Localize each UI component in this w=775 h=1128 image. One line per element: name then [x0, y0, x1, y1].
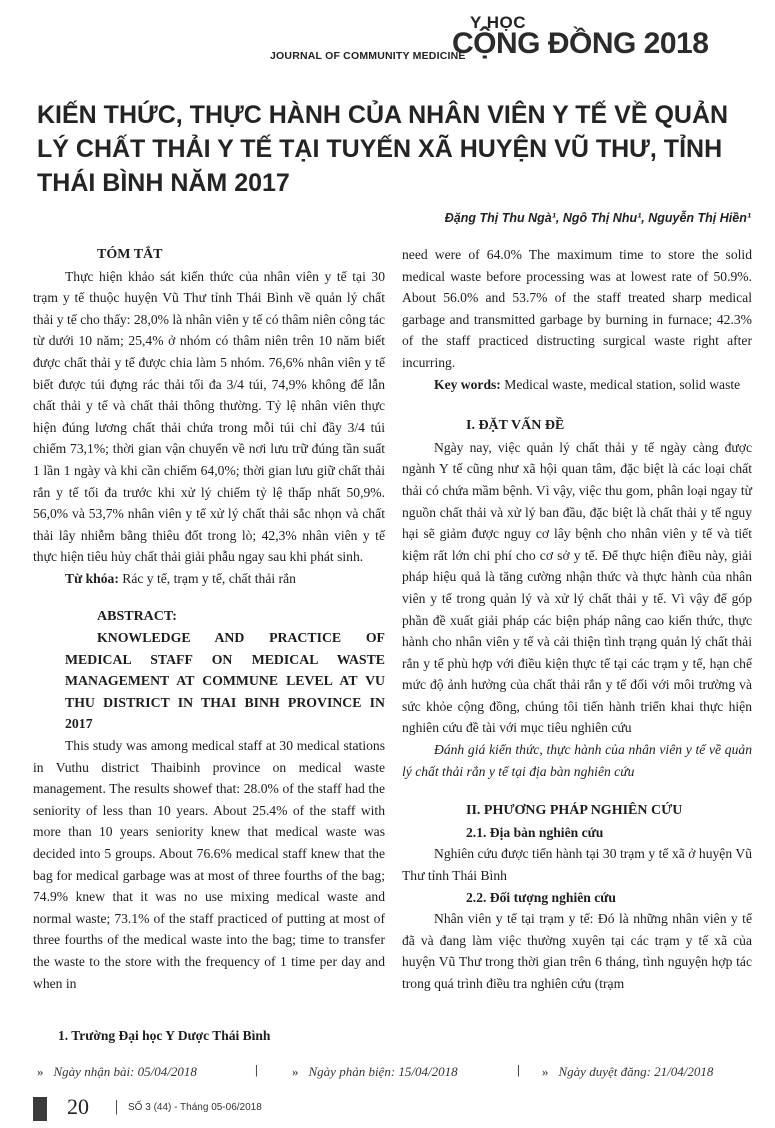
abstract-heading: ABSTRACT:	[97, 608, 177, 624]
subsection-2-1-heading: 2.1. Địa bàn nghiên cứu	[466, 824, 604, 840]
date-review: » Ngày phản biện: 15/04/2018	[292, 1064, 458, 1079]
footer-separator: |	[115, 1098, 119, 1115]
section-1-text: Ngày nay, việc quản lý chất thải y tế ngày càng được ngành Y tế cũng như xã hội quan tâm, đặc biệt là các loại chất thải có chứa mầm bệnh. Vì vậy, việc thu gom, phân loại ngay từ nguồn chất thải và xử lý ban đầu, đặc biệt là chất thải y tế nguy hại sẽ giảm được nguy cơ lây bệnh cho nhân viên y tế và tiết kiệm rất lớn chi phí cho cơ sở y tế. Để thực hiện điều này, giải pháp hiệu quả là tăng cường nhận thức và thực hành của nhân viên y tế trong quản lý và xử lý chất thải y tế. Vì vậy để góp phần đề xuất giải pháp các biện pháp nâng cao kiến thức, thực hành cho nhân viên y tế và cải thiện tình trạng quản lý chất thải rắn y tế phù hợp với điều kiện thực tế tại các trạm y tế, hạn chế mức độ ảnh hưởng của chất thải rắn y tế đối với môi trường và sức khỏe cộng đồng, chúng tôi tiến hành triển khai thực hiện nghiên cứu đề tài với mục tiêu nghiên cứu	[402, 439, 752, 736]
keywords-vi-label: Từ khóa:	[65, 570, 119, 586]
keywords-en	[402, 374, 752, 396]
keywords-vi	[33, 568, 385, 590]
section-1-objective: Đánh giá kiến thức, thực hành của nhân viên y tế về quản lý chất thải rắn y tế tại địa bàn nghiên cứu	[402, 742, 752, 779]
article-authors: Đặng Thị Thu Ngà¹, Ngô Thị Nhu¹, Nguyễn Thị Hiền¹	[444, 211, 751, 225]
double-chevron-icon: »	[292, 1064, 299, 1079]
subsection-2-2-heading: 2.2. Đối tượng nghiên cứu	[466, 889, 616, 905]
date-accepted: » Ngày duyệt đăng: 21/04/2018	[542, 1064, 714, 1079]
keywords-vi-text: Rác y tế, trạm y tế, chất thải rắn	[118, 570, 296, 586]
date-received: » Ngày nhận bài: 05/04/2018	[37, 1064, 197, 1079]
abstract-text: This study was among medical staff at 30 medical stations in Vuthu district Thaibinh province on medical waste management. The results showef that: 28.0% of the staff had the seniority of less than 10 years. About 25.4% of the staff with more than 10 years seniority knew that medical waste was decided into 5 groups. About 76.6% medical staff knew that the bag for medical garbage was at most of three fourths of the bag; 74.9% knew that it was no use mixing medical waste and normal waste; 73.1% of the staff practiced of putting at most of three fourths of the medical waste into the bag; time to transfer the waste to the store with the frequency of 1 time per day and when in	[33, 738, 385, 991]
issue-info: SỐ 3 (44) - Tháng 05-06/2018	[128, 1102, 262, 1113]
double-chevron-icon: »	[37, 1064, 44, 1079]
author-affiliation: 1. Trường Đại học Y Dược Thái Bình	[58, 1028, 271, 1043]
subsection-2-1-text: Nghiên cứu được tiến hành tại 30 trạm y tế xã ở huyện Vũ Thư tỉnh Thái Bình	[402, 846, 752, 884]
keywords-en-label: Key words:	[434, 376, 501, 392]
double-chevron-icon: »	[542, 1064, 549, 1079]
right-column	[402, 244, 752, 995]
abstract-title: KNOWLEDGE AND PRACTICE OF MEDICAL STAFF ON MEDICAL WASTE MANAGEMENT AT COMMUNE LEVEL AT VU THU DISTRICT IN THAI BINH PROVINCE IN 2017	[65, 630, 385, 732]
section-2-heading: II. PHƯƠNG PHÁP NGHIÊN CỨU	[466, 803, 683, 819]
journal-brand-title: CỘNG ĐỒNG 2018	[452, 27, 709, 60]
page-corner-mark	[33, 1097, 47, 1121]
page-number: 20	[67, 1094, 89, 1119]
summary-text: Thực hiện khảo sát kiến thức của nhân viên y tế tại 30 trạm y tế thuộc huyện Vũ Thư tỉnh Thái Bình về quản lý chất thải y tế cho thấy: 28,0% là nhân viên y tế có thâm niên công tác từ dưới 10 năm; 25,4% ở nhóm có thâm niên trên 10 năm biết được chất thải y tế được chia làm 5 nhóm. 76,6% nhân viên y tế biết được túi đựng rác thải tối đa 3/4 túi, 74,9% không để lẫn chất thải y tế và chất thải thông thường. Tỷ lệ nhân viên thực hiện đúng lương chất thải chứa trong mỗi túi chỉ đầy 3/4 túi chiếm 73,1%; thời gian vận chuyển về nơi lưu trữ đúng tần suất 1 lần 1 ngày và khi cần chiếm 64,0%; thời gian lưu giữ chất thải rắn y tế tối đa trước khi xử lý chiếm tỷ lệ thấp nhất 50,9%. 56,0% và 53,7% nhân viên y tế xử lý chất thải sắc nhọn và chất thải lây nhiễm bằng thiêu đốt trong lò; 42,3% nhân viên y tế thực hiện tiêu hủy chất thải giải phẫu ngay sau khi phát sinh.	[33, 268, 385, 565]
keywords-en-text: Medical waste, medical station, solid waste	[500, 376, 741, 392]
date-separator: |	[255, 1062, 258, 1077]
left-column	[33, 244, 385, 994]
subsection-2-2-text: Nhân viên y tế tại trạm y tế: Đó là những nhân viên y tế đã và đang làm việc thường xuyên tại các trạm y tế xã của huyện Vũ Thư trong thời gian trên 6 tháng, tình nguyện hợp tác trong quá trình điều tra nghiên cứu (trạm	[402, 911, 752, 991]
date-separator: |	[517, 1062, 520, 1077]
summary-heading: TÓM TẮT	[97, 247, 163, 262]
journal-brand-small: Y HỌC	[470, 13, 527, 32]
abstract-text-cont: need were of 64.0% The maximum time to store the solid medical waste before processing was at lowest rate of 50.9%. About 56.0% and 53.7% of the staff treated sharp medical garbage and transmitted garbage by burning in furnace; 42.3% of the staff practiced distructing surgical waste right after incurring.	[402, 247, 752, 370]
journal-name-en: JOURNAL OF COMMUNITY MEDICINE	[270, 50, 466, 62]
section-1-heading: I. ĐẶT VẤN ĐỀ	[466, 418, 565, 434]
article-title: KIẾN THỨC, THỰC HÀNH CỦA NHÂN VIÊN Y TẾ VỀ QUẢN LÝ CHẤT THẢI Y TẾ TẠI TUYẾN XÃ HUYỆN VŨ THƯ, TỈNH THÁI BÌNH NĂM 2017	[37, 101, 729, 197]
